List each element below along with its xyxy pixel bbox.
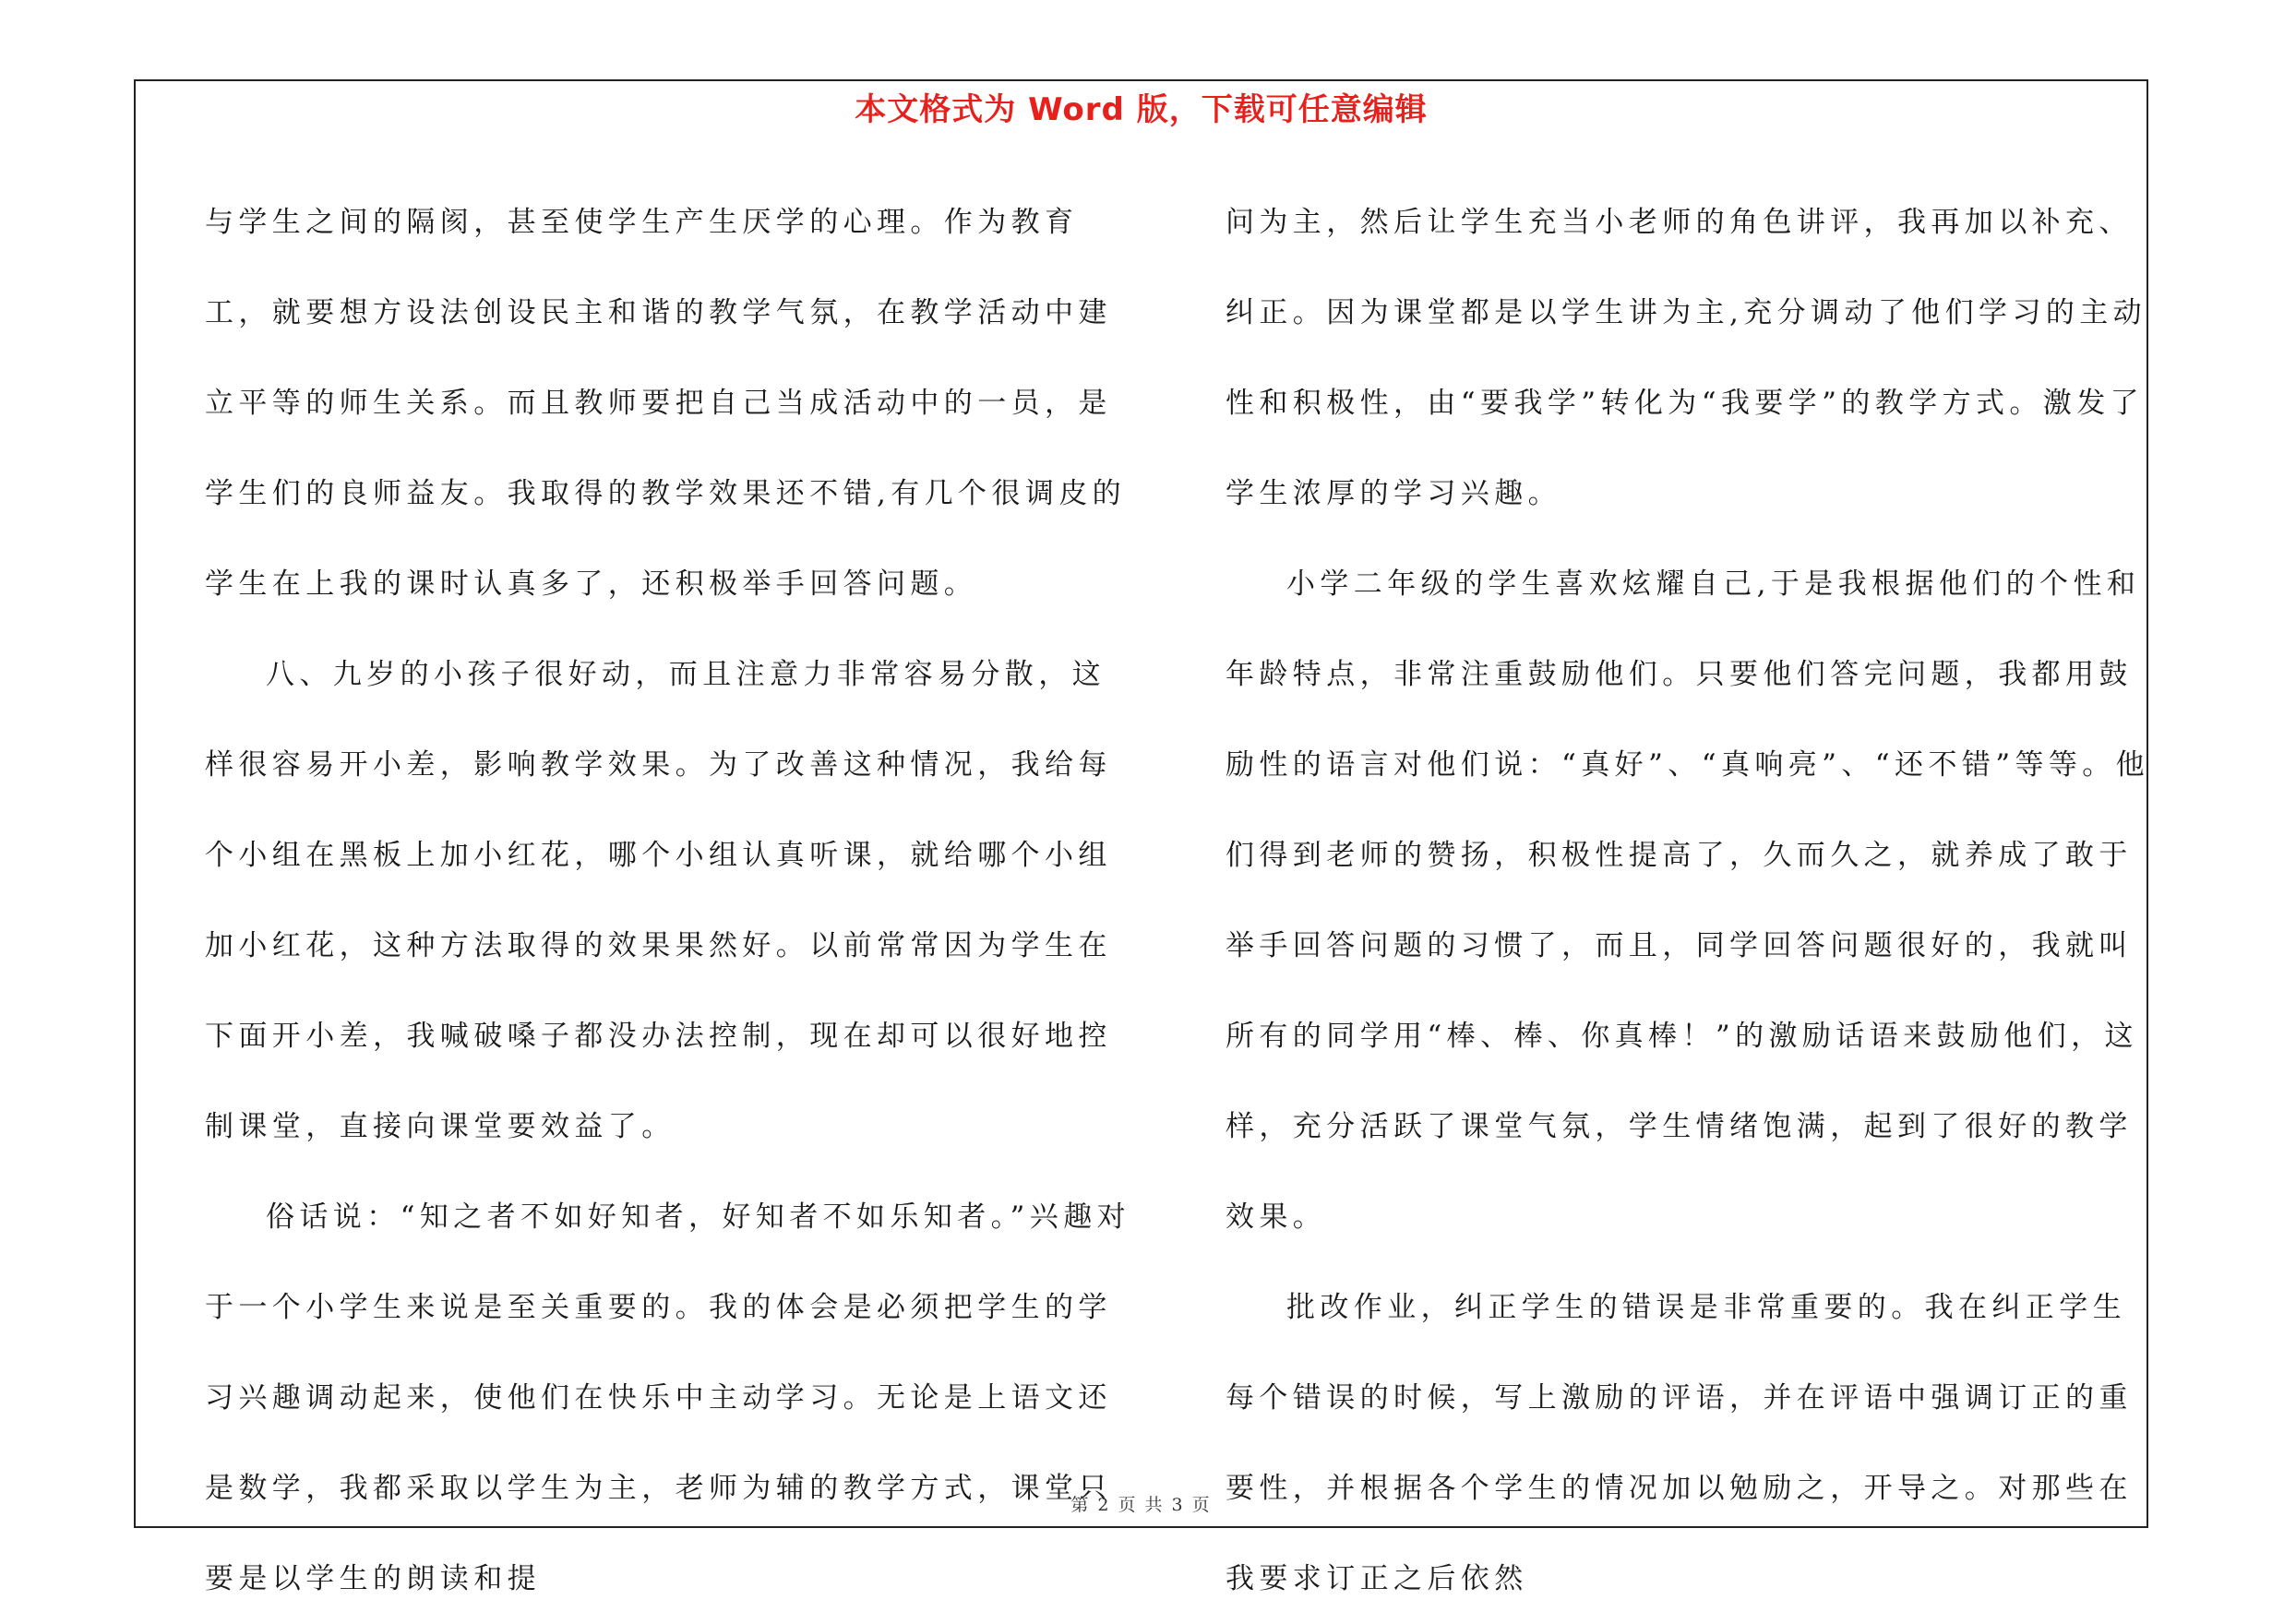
left-column [205, 177, 1137, 1624]
left-paragraph-3: 俗话说：“知之者不如好知者，好知者不如乐知者。”兴趣对于一个小学生来说是至关重要的。我的体会是必须把学生的学习兴趣调动起来，使他们在快乐中主动学习。无论是上语文还是数学，我都采取以学生为主，老师为辅的教学方式，课堂只要是以学生的朗读和提 [205, 1200, 1130, 1595]
format-banner: 本文格式为 Word 版，下载可任意编辑 [855, 91, 1428, 128]
page-frame [134, 79, 2150, 1595]
left-paragraph-2: 八、九岁的小孩子很好动，而且注意力非常容易分散，这样很容易开小差，影响教学效果。为了改善这种情况，我给每个小组在黑板上加小红花，哪个小组认真听课，就给哪个小组加小红花，这种方法取得的效果果然好。以前常常因为学生在下面开小差，我喊破嗓子都没办法控制，现在却可以很好地控制课堂，直接向课堂要效益了。 [205, 658, 1112, 1143]
right-column [1226, 177, 2158, 1624]
right-paragraph-3: 批改作业，纠正学生的错误是非常重要的。我在纠正学生每个错误的时候，写上激励的评语，并在评语中强调订正的重要性，并根据各个学生的情况加以勉励之，开导之。对那些在我要求订正之后依然 [1226, 1291, 2133, 1595]
right-paragraph-2: 小学二年级的学生喜欢炫耀自己,于是我根据他们的个性和年龄特点，非常注重鼓励他们。只要他们答完问题，我都用鼓励性的语言对他们说：“真好”、“真响亮”、“还不错”等等。他们得到老师的赞扬，积极性提高了，久而久之，就养成了敢于举手回答问题的习惯了，而且，同学回答问题很好的，我就叫所有的同学用“棒、棒、你真棒！”的激励话语来鼓励他们，这样，充分活跃了课堂气氛，学生情绪饱满，起到了很好的教学效果。 [1226, 567, 2150, 1234]
left-paragraph-1: 与学生之间的隔阂，甚至使学生产生厌学的心理。作为教育工，就要想方设法创设民主和谐的教学气氛，在教学活动中建立平等的师生关系。而且教师要把自己当成活动中的一员，是学生们的良师益友。我取得的教学效果还不错,有几个很调皮的学生在上我的课时认真多了，还积极举手回答问题。 [205, 206, 1127, 601]
page-number-footer: 第 2 页 共 3 页 [1070, 1495, 1212, 1515]
right-paragraph-1: 问为主，然后让学生充当小老师的角色讲评，我再加以补充、纠正。因为课堂都是以学生讲为主,充分调动了他们学习的主动性和积极性，由“要我学”转化为“我要学”的教学方式。激发了学生浓厚的学习兴趣。 [1226, 206, 2147, 510]
